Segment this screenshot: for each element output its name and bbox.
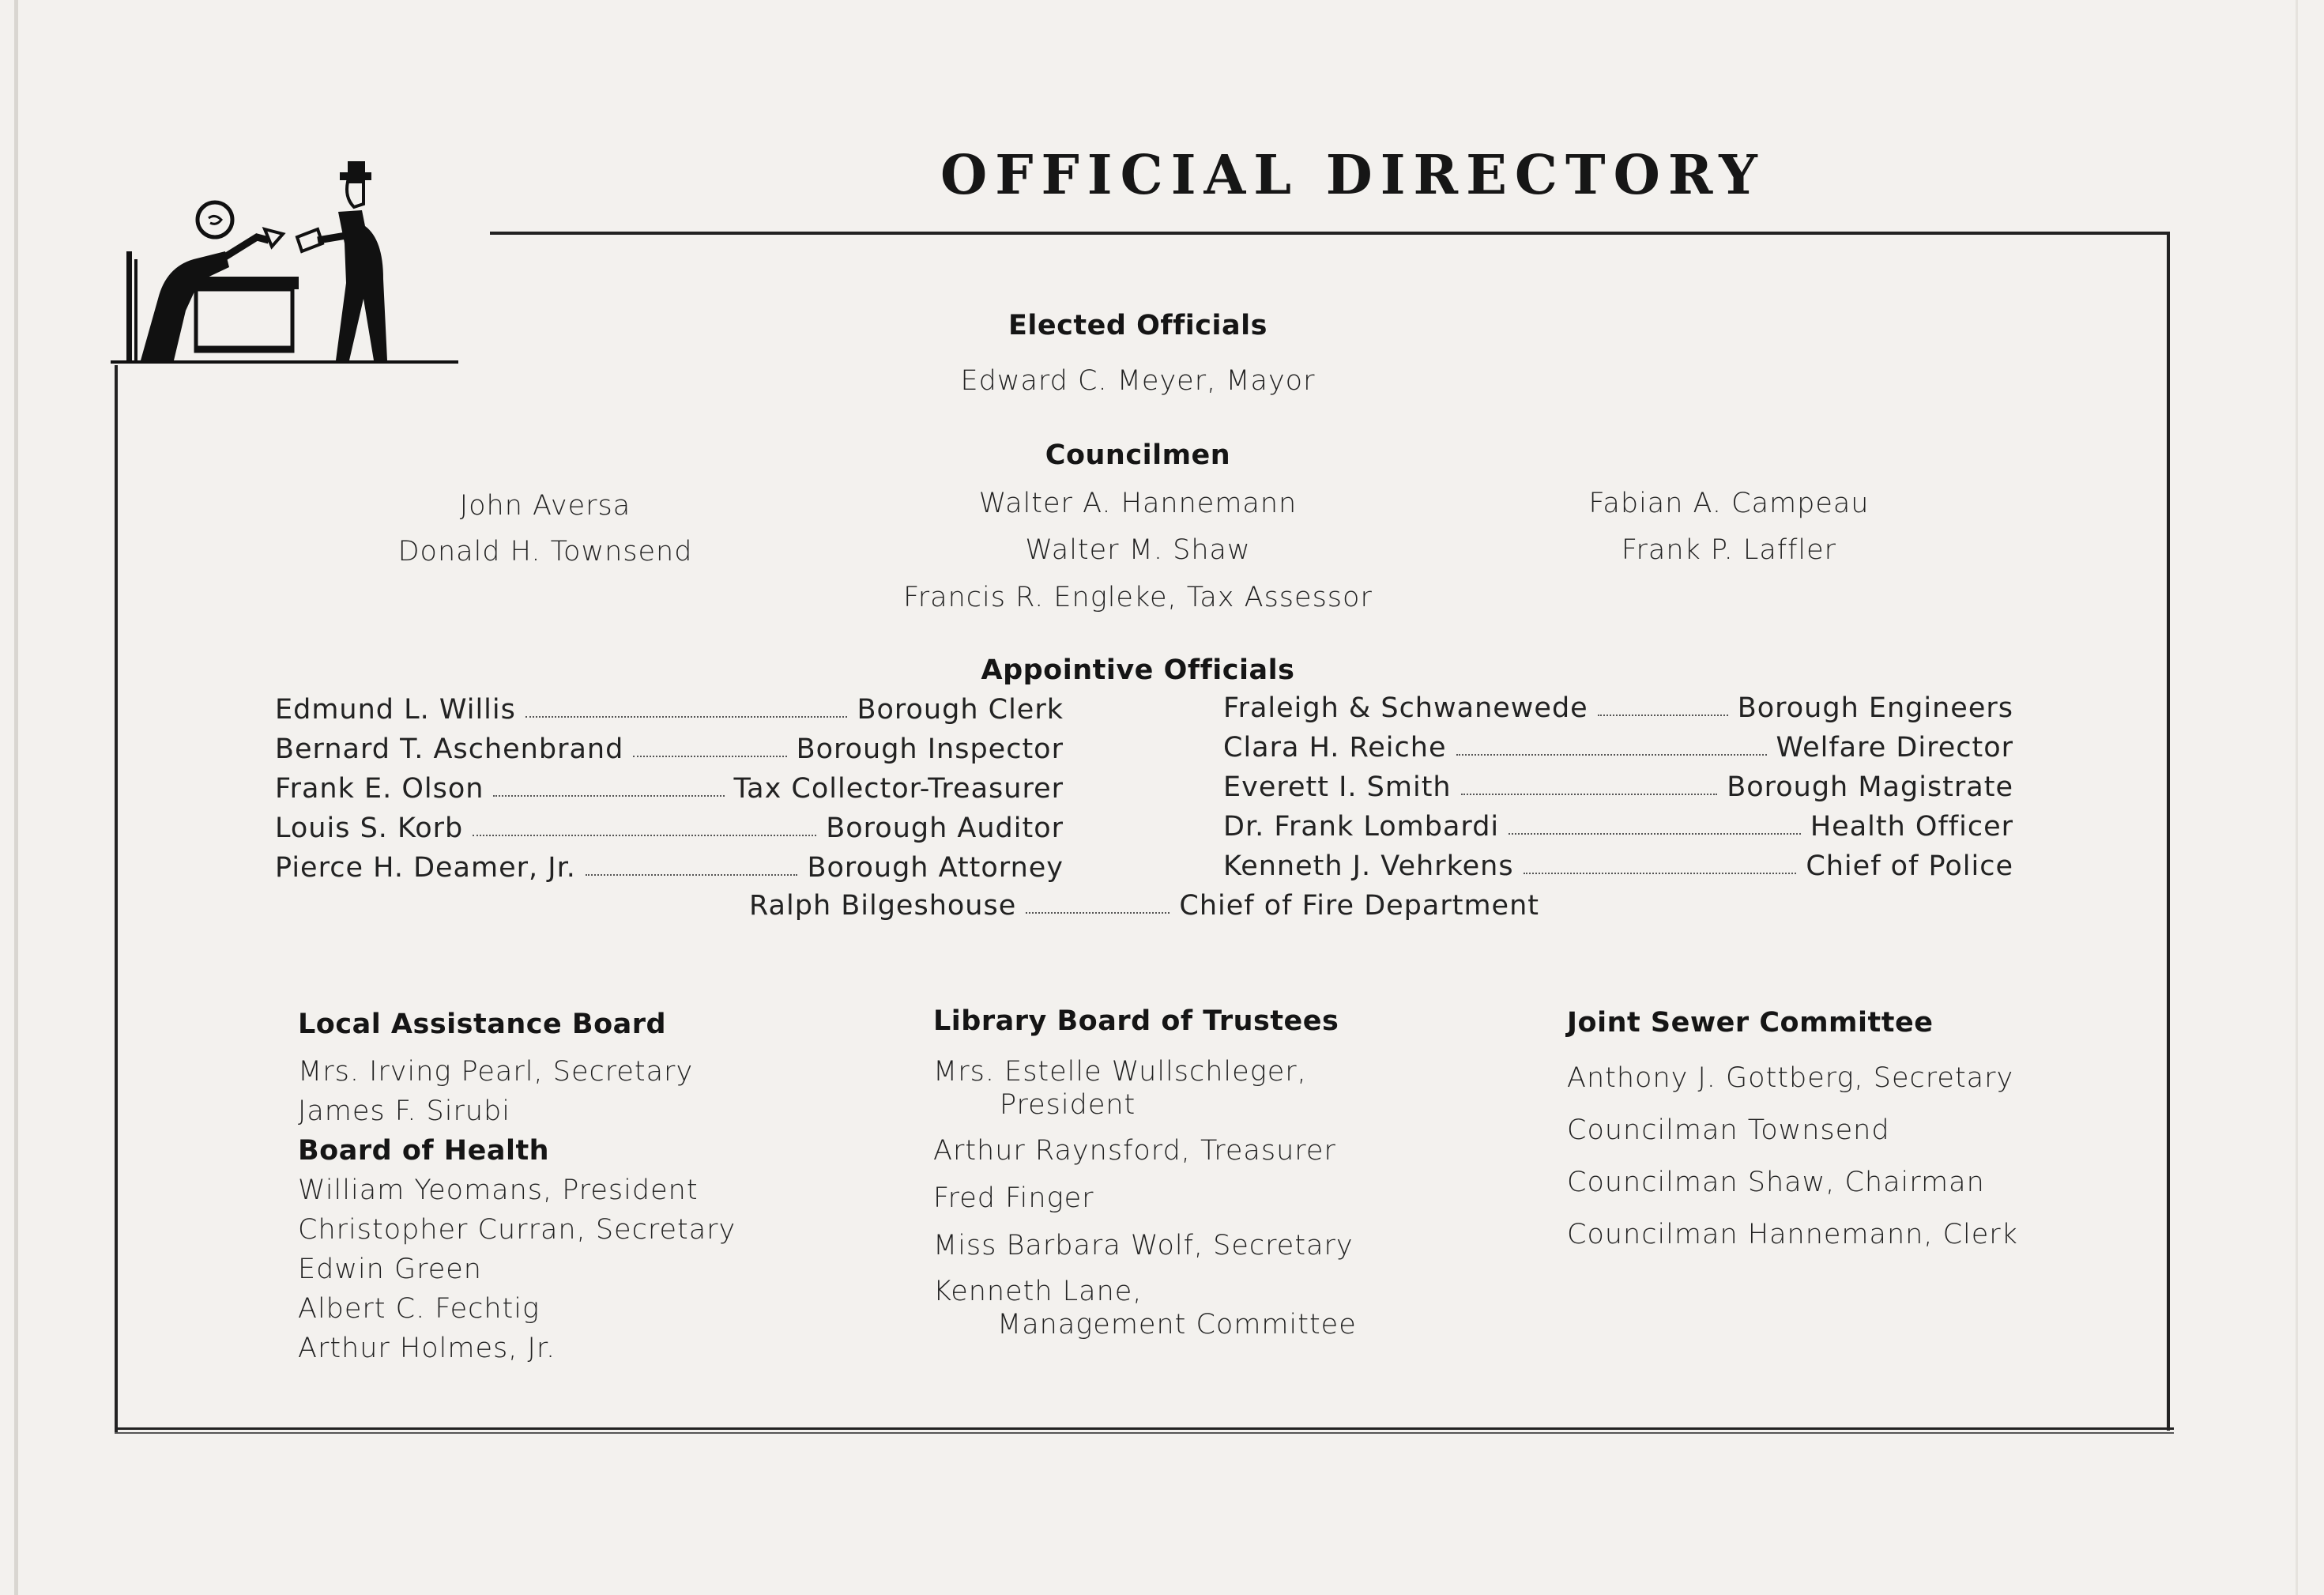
library-member: Miss Barbara Wolf, Secretary xyxy=(933,1230,1354,1261)
leader-dots xyxy=(525,716,848,718)
leader-dots xyxy=(1524,873,1797,874)
appointive-right-row xyxy=(1223,850,2013,882)
appointive-right-row xyxy=(1223,732,2013,764)
leader-dots xyxy=(1461,794,1718,795)
official-role: Borough Magistrate xyxy=(1727,771,2013,803)
official-role: Borough Clerk xyxy=(857,694,1064,726)
councilman-right-2: Frank P. Laffler xyxy=(1621,534,1837,566)
appointive-right-row xyxy=(1223,771,2013,803)
official-role: Borough Attorney xyxy=(807,852,1064,884)
library-member: Mrs. Estelle Wullschleger, xyxy=(933,1056,1307,1088)
leader-dots xyxy=(633,756,786,757)
official-name: Edmund L. Willis xyxy=(275,694,516,726)
local-assistance-member: James F. Sirubi xyxy=(298,1095,510,1127)
official-name: Pierce H. Deamer, Jr. xyxy=(275,852,576,884)
sewer-member: Anthony J. Gottberg, Secretary xyxy=(1567,1062,2014,1094)
official-role: Health Officer xyxy=(1810,811,2013,843)
official-name: Fraleigh & Schwanewede xyxy=(1223,692,1588,724)
library-member-title: Management Committee xyxy=(997,1309,1357,1340)
library-heading: Library Board of Trustees xyxy=(933,1005,1339,1037)
local-assistance-member: Mrs. Irving Pearl, Secretary xyxy=(298,1056,694,1088)
leader-dots xyxy=(1026,912,1170,914)
library-member: Arthur Raynsford, Treasurer xyxy=(933,1135,1336,1167)
board-of-health-member: Albert C. Fechtig xyxy=(298,1293,540,1325)
sewer-member: Councilman Hannemann, Clerk xyxy=(1567,1219,2018,1250)
official-role: Chief of Police xyxy=(1806,850,2013,882)
board-of-health-member: William Yeomans, President xyxy=(298,1175,699,1206)
leader-dots xyxy=(1598,715,1728,716)
page-edge xyxy=(14,0,18,1595)
leader-dots xyxy=(586,874,798,876)
board-of-health-member: Edwin Green xyxy=(298,1254,482,1285)
official-name: Ralph Bilgeshouse xyxy=(749,890,1017,922)
official-name: Dr. Frank Lombardi xyxy=(1223,811,1500,843)
frame-top-line xyxy=(490,232,2170,235)
councilman-right-1: Fabian A. Campeau xyxy=(1588,488,1870,519)
mayor-line: Edward C. Meyer, Mayor xyxy=(960,365,1316,397)
appointive-bottom-row xyxy=(749,890,1539,922)
appointive-heading: Appointive Officials xyxy=(981,654,1295,686)
sewer-member: Councilman Townsend xyxy=(1567,1114,1890,1146)
councilman-center-2: Walter M. Shaw xyxy=(1025,534,1251,566)
councilman-left-1: John Aversa xyxy=(459,490,631,522)
official-role: Borough Auditor xyxy=(826,813,1064,844)
frame-right-line xyxy=(2167,232,2170,1431)
clerk-desk-illustration xyxy=(111,141,458,366)
appointive-right-row xyxy=(1223,692,2013,724)
councilman-left-2: Donald H. Townsend xyxy=(397,536,693,567)
page-title: OFFICIAL DIRECTORY xyxy=(940,144,1765,207)
official-role: Welfare Director xyxy=(1776,732,2013,764)
appointive-left-row xyxy=(275,694,1064,726)
page-edge-right xyxy=(2296,0,2298,1595)
sewer-member: Councilman Shaw, Chairman xyxy=(1567,1167,1985,1198)
frame-bottom-line xyxy=(115,1427,2174,1430)
appointive-left-row xyxy=(275,813,1064,844)
official-name: Bernard T. Aschenbrand xyxy=(275,733,624,765)
official-role: Borough Engineers xyxy=(1737,692,2013,724)
leader-dots xyxy=(1456,754,1767,756)
leader-dots xyxy=(1509,833,1801,835)
board-of-health-heading: Board of Health xyxy=(298,1135,550,1167)
official-name: Frank E. Olson xyxy=(275,773,484,805)
board-of-health-member: Christopher Curran, Secretary xyxy=(298,1214,736,1246)
appointive-left-row xyxy=(275,733,1064,765)
board-of-health-member: Arthur Holmes, Jr. xyxy=(298,1333,556,1364)
tax-assessor-line: Francis R. Engleke, Tax Assessor xyxy=(903,582,1373,613)
official-name: Everett I. Smith xyxy=(1223,771,1452,803)
local-assistance-heading: Local Assistance Board xyxy=(298,1009,667,1040)
councilman-center-1: Walter A. Hannemann xyxy=(978,488,1298,519)
frame-left-line xyxy=(115,365,118,1432)
official-role: Chief of Fire Department xyxy=(1179,890,1539,922)
frame-bottom-line-inner xyxy=(115,1432,2174,1434)
appointive-left-row xyxy=(275,852,1064,884)
official-name: Kenneth J. Vehrkens xyxy=(1223,850,1514,882)
councilmen-heading: Councilmen xyxy=(1045,439,1231,471)
appointive-left-row xyxy=(275,773,1064,805)
elected-heading: Elected Officials xyxy=(1008,310,1267,341)
library-member: Kenneth Lane, xyxy=(933,1276,1143,1307)
appointive-right-row xyxy=(1223,811,2013,843)
official-name: Louis S. Korb xyxy=(275,813,464,844)
official-role: Tax Collector-Treasurer xyxy=(733,773,1064,805)
official-role: Borough Inspector xyxy=(796,733,1064,765)
official-name: Clara H. Reiche xyxy=(1223,732,1447,764)
library-member: Fred Finger xyxy=(933,1182,1094,1214)
leader-dots xyxy=(473,835,816,836)
sewer-heading: Joint Sewer Committee xyxy=(1567,1007,1934,1039)
library-member-title: President xyxy=(1000,1089,1136,1121)
leader-dots xyxy=(493,795,724,797)
